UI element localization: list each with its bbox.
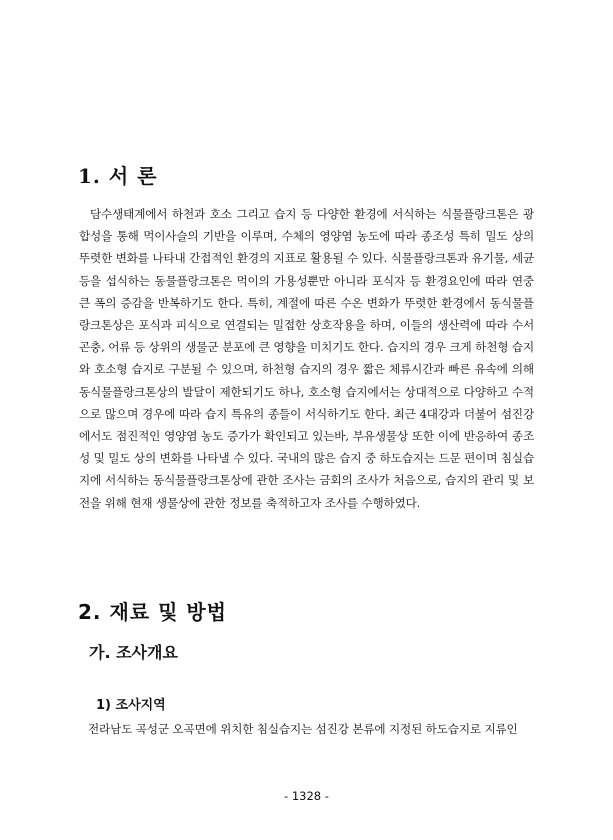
page-number: - 1328 - bbox=[284, 789, 329, 803]
survey-area-paragraph: 전라남도 곡성군 오곡면에 위치한 침실습지는 섬진강 본류에 지정된 하도습지로 지류인 bbox=[88, 722, 518, 736]
section-heading-introduction: 1. 서 론 bbox=[78, 164, 158, 188]
introduction-paragraph: 담수생태계에서 하천과 호소 그리고 습지 등 다양한 환경에 서식하는 식물플랑크톤은 광합성을 통해 먹이사슬의 기반을 이루며, 수체의 영양염 농도에 따라 종조성 특히 밀도 상의 뚜렷한 변화를 나타내 간접적인 환경의 지표로 활용될 수 있다. 식물플랑크톤과 유기물, 세균 등을 섭식하는 동물플랑크톤은 먹이의 가용성뿐만 아니라 포식자 등 환경요인에 따라 연중 큰 폭의 증감을 반복하기도 한다. 특히, 계절에 따른 수온 변화가 뚜렷한 환경에서 동식물플랑크톤상은 포식과 피식으로 연결되는 밀접한 상호작용을 하며, 이들의 생산력에 따라 수서곤충, 어류 등 상위의 생물군 분포에 큰 영향을 미치기도 한다. 습지의 경우 크게 하천형 습지와 호소형 습지로 구분될 수 있으며, 하천형 습지의 경우 짧은 체류시간과 빠른 유속에 의해 동식물플랑크톤상의 발달이 제한되기도 하나, 호소형 습지에서는 상대적으로 다양하고 수적으로 많으며 경우에 따라 습지 특유의 종들이 서식하기도 한다. 최근 4대강과 더불어 섬진강에서도 점진적인 영양염 농도 증가가 확인되고 있는바, 부유생물상 또한 이에 반응하여 종조성 및 밀도 상의 변화를 나타낼 수 있다. 국내의 많은 습지 중 하도습지는 드문 편이며 침실습지에 서식하는 동식물플랑크톤상에 관한 조사는 금회의 조사가 처음으로, 습지의 관리 및 보전을 위해 현재 생물상에 관한 정보를 축적하고자 조사를 수행하였다. bbox=[79, 207, 534, 510]
subsubsection-heading-survey-area: 1) 조사지역 bbox=[96, 698, 166, 713]
subsection-heading-survey-overview: 가. 조사개요 bbox=[89, 643, 178, 662]
section-heading-materials-methods: 2. 재료 및 방법 bbox=[78, 600, 228, 624]
